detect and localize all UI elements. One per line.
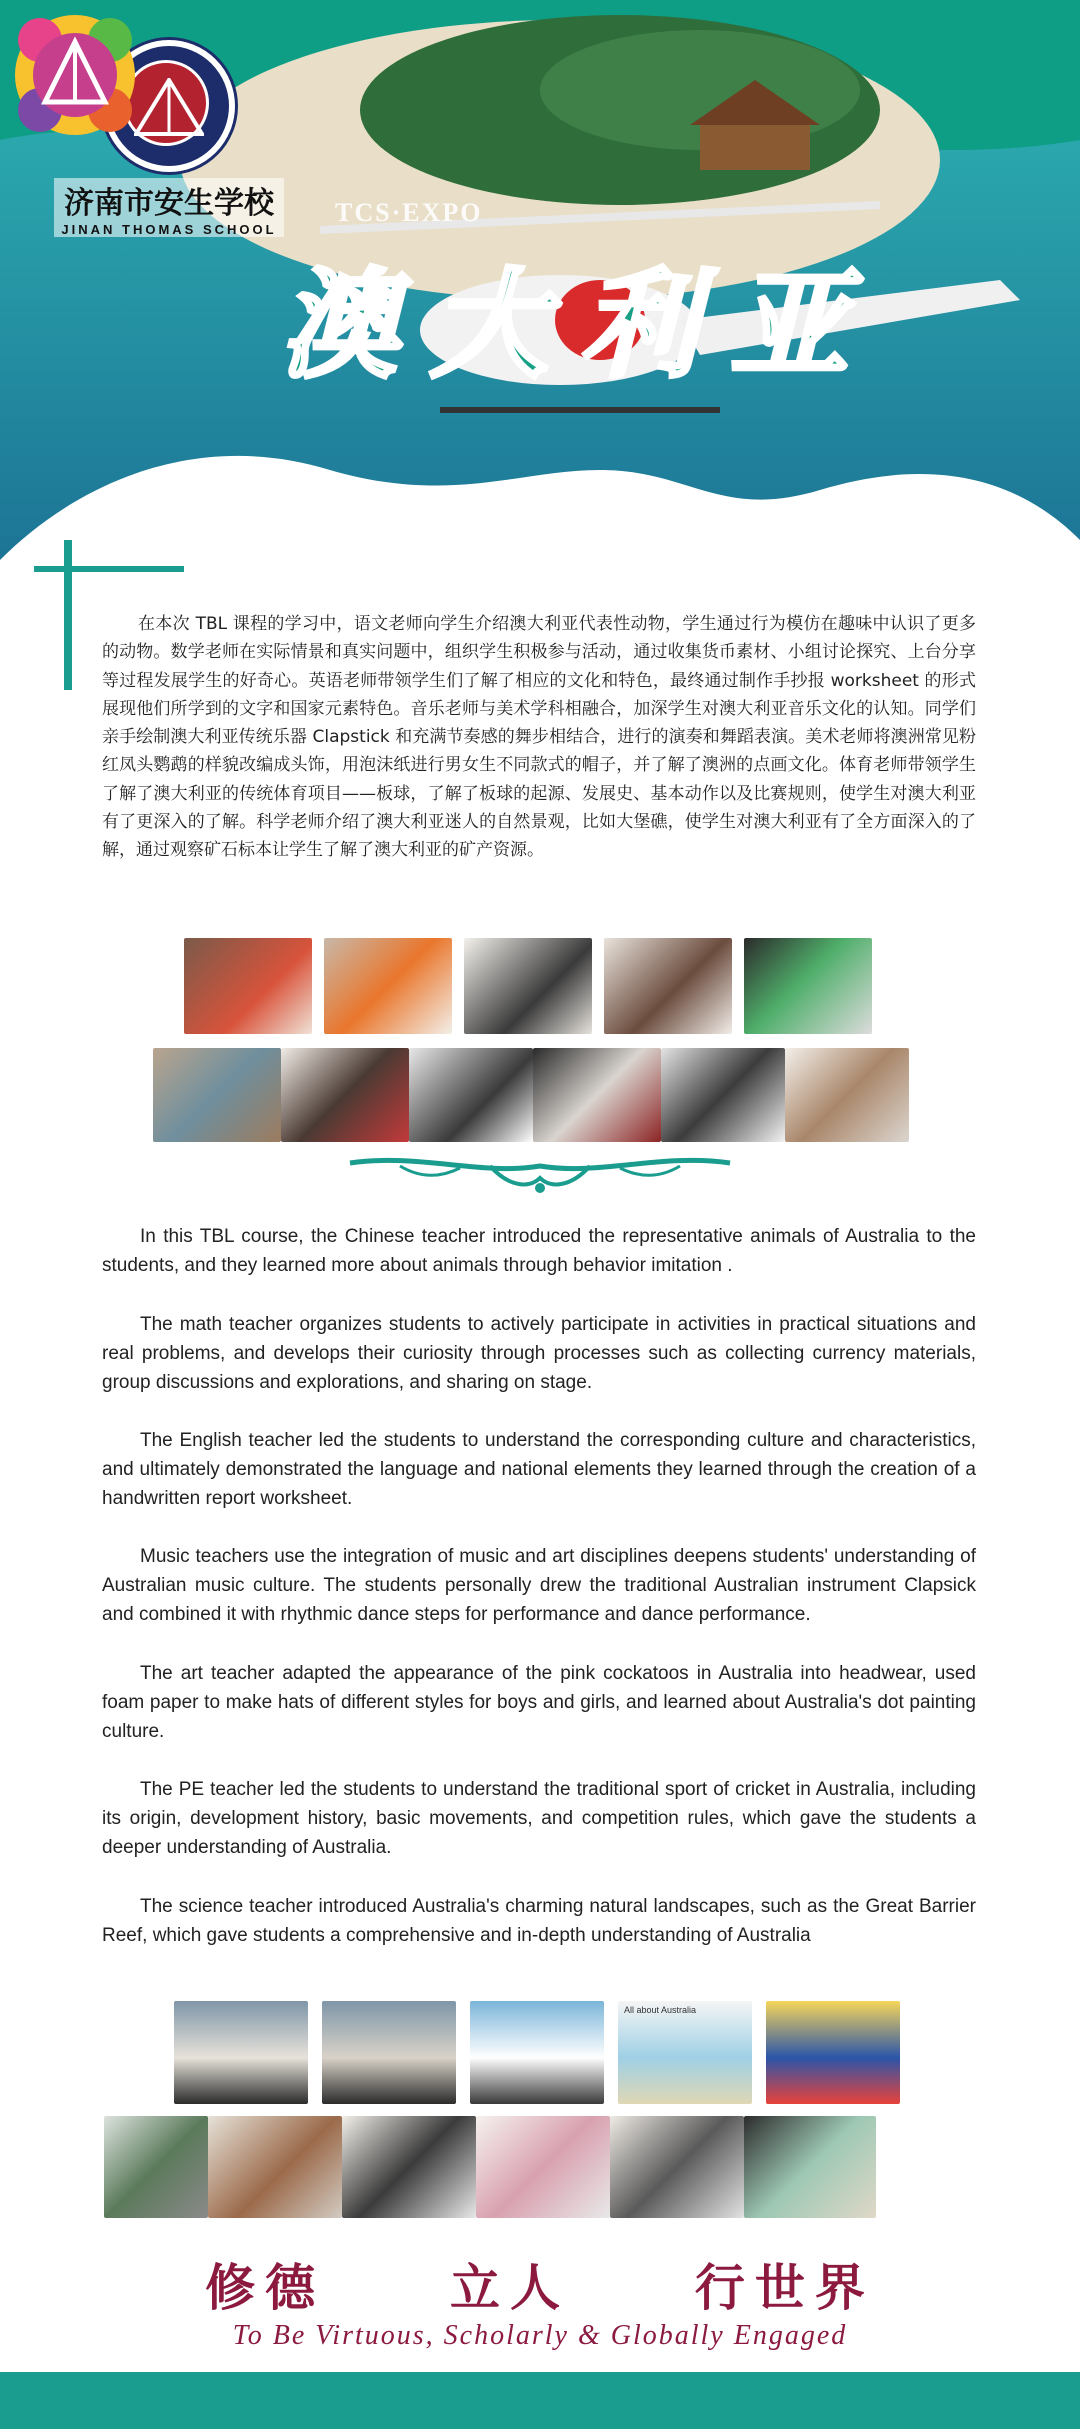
photo-opera-house-screen	[470, 2001, 604, 2104]
motto-cn	[0, 2248, 1080, 2320]
photo-row-4	[104, 2116, 876, 2218]
photo-row-1	[184, 938, 872, 1034]
photo-flag-poster	[766, 2001, 900, 2104]
paragraph-art-teacher: The art teacher adapted the appearance of the pink cockatoos in Australia into headwear, used foam paper to make hats of different styles for boys and girls, and learned about Australia's dot painting culture.	[102, 1663, 976, 1742]
decor-cross-vertical	[64, 540, 72, 690]
photo-students-crafts	[184, 938, 312, 1034]
photo-row-3	[174, 2001, 900, 2104]
photo-student-closeup	[281, 1048, 409, 1142]
photo-teacher-screen	[744, 938, 872, 1034]
school-name-en: JINAN THOMAS SCHOOL	[54, 222, 284, 237]
expo-logo-icon	[0, 0, 150, 150]
photo-dance-1	[342, 2116, 476, 2218]
photo-students-table	[324, 938, 452, 1034]
paragraph-english-teacher: The English teacher led the students to understand the corresponding culture and characteristics, and ultimately demonstrated the language and national elements they learned through the creation of a handwritten report worksheet.	[102, 1430, 976, 1509]
paragraph-chinese-teacher: In this TBL course, the Chinese teacher introduced the representative animals of Australia to the students, and they learned more about animals through behavior imitation .	[102, 1226, 976, 1276]
motto-en: To Be Virtuous, Scholarly & Globally Engaged	[232, 2320, 848, 2351]
hero-banner	[0, 0, 1080, 600]
photo-row-2	[153, 1048, 909, 1142]
photo-presentation-2	[322, 2001, 456, 2104]
motto-virtue: 修德	[205, 2258, 326, 2317]
photo-rocks	[153, 1048, 281, 1142]
motto-global: 行世界	[694, 2258, 875, 2317]
photo-science-screen	[744, 2116, 876, 2218]
paragraph-pe-teacher: The PE teacher led the students to understand the traditional sport of cricket in Australia, including its origin, development history, basic movements, and competition rules, which gave the students a deeper understanding of Australia.	[102, 1779, 976, 1858]
paragraph-science-teacher: The science teacher introduced Australia's charming natural landscapes, such as the Great Barrier Reef, which gave students a comprehensive and in-depth understanding of Australia	[102, 1896, 976, 1946]
page-title: 澳大利亚	[280, 256, 881, 394]
poster-caption: All about Australia	[624, 2005, 697, 2015]
ornament-divider	[340, 1148, 740, 1198]
photo-dance-3	[610, 2116, 744, 2218]
expo-label: TCS·EXPO	[335, 198, 483, 227]
photo-presentation-1	[174, 2001, 308, 2104]
footer-bar	[0, 2372, 1080, 2429]
photo-australia-poster	[618, 2001, 752, 2104]
intro-paragraph-cn: 在本次 TBL 课程的学习中，语文老师向学生介绍澳大利亚代表性动物，学生通过行为模仿在趣味中认识了更多的动物。数学老师在实际情景和真实问题中，组织学生积极参与活动，通过收集货币素材、小组讨论探究、上台分享等过程发展学生的好奇心。英语老师带领学生们了解了相应的文化和特色，最终通过制作手抄报 worksheet 的形式展现他们所学到的文字和国家元素特色。音乐老师与美术学科相融合，加深学生对澳大利亚音乐文化的认知。同学们亲手绘制澳大利亚传统乐器 Clapstick 和充满节奏感的舞步相结合，进行的演奏和舞蹈表演。美术老师将澳洲常见粉红凤头鹦鹉的样貌改编成头饰，用泡沫纸进行男女生不同款式的帽子，并了解了澳洲的点画文化。体育老师带领学生了解了澳大利亚的传统体育项目——板球，了解了板球的起源、发展史、基本动作以及比赛规则，使学生对澳大利亚有了更深入的了解。科学老师介绍了澳大利亚迷人的自然景观，比如大堡礁，使学生对澳大利亚有了全方面深入的了解，通过观察矿石标本让学生了解了澳大利亚的矿产资源。	[102, 614, 976, 861]
photo-hallway	[208, 2116, 342, 2218]
hero-wave	[0, 456, 1080, 600]
photo-students-group	[464, 938, 592, 1034]
photo-students-desk	[661, 1048, 785, 1142]
photo-classroom	[409, 1048, 533, 1142]
school-name-cn: 济南市安生学校	[54, 178, 284, 222]
paragraph-music-teacher: Music teachers use the integration of music and art disciplines deepens students' understanding of Australian music culture. The students personally drew the traditional Australian instrument Clapsick and combined it with rhythmic dance steps for performance and dance performance.	[102, 1546, 976, 1625]
photo-teacher-students	[785, 1048, 909, 1142]
photo-students-reading	[604, 938, 732, 1034]
photo-dance-2	[476, 2116, 610, 2218]
paragraph-math-teacher: The math teacher organizes students to actively participate in activities in practical situations and real problems, and develops their curiosity through processes such as collecting currency materials, group discussions and explorations, and sharing on stage.	[102, 1314, 976, 1393]
photo-cricket-screen	[104, 2116, 208, 2218]
motto-scholarly: 立人	[450, 2258, 570, 2317]
photo-students-work	[533, 1048, 661, 1142]
decor-cross-horizontal	[34, 566, 184, 572]
